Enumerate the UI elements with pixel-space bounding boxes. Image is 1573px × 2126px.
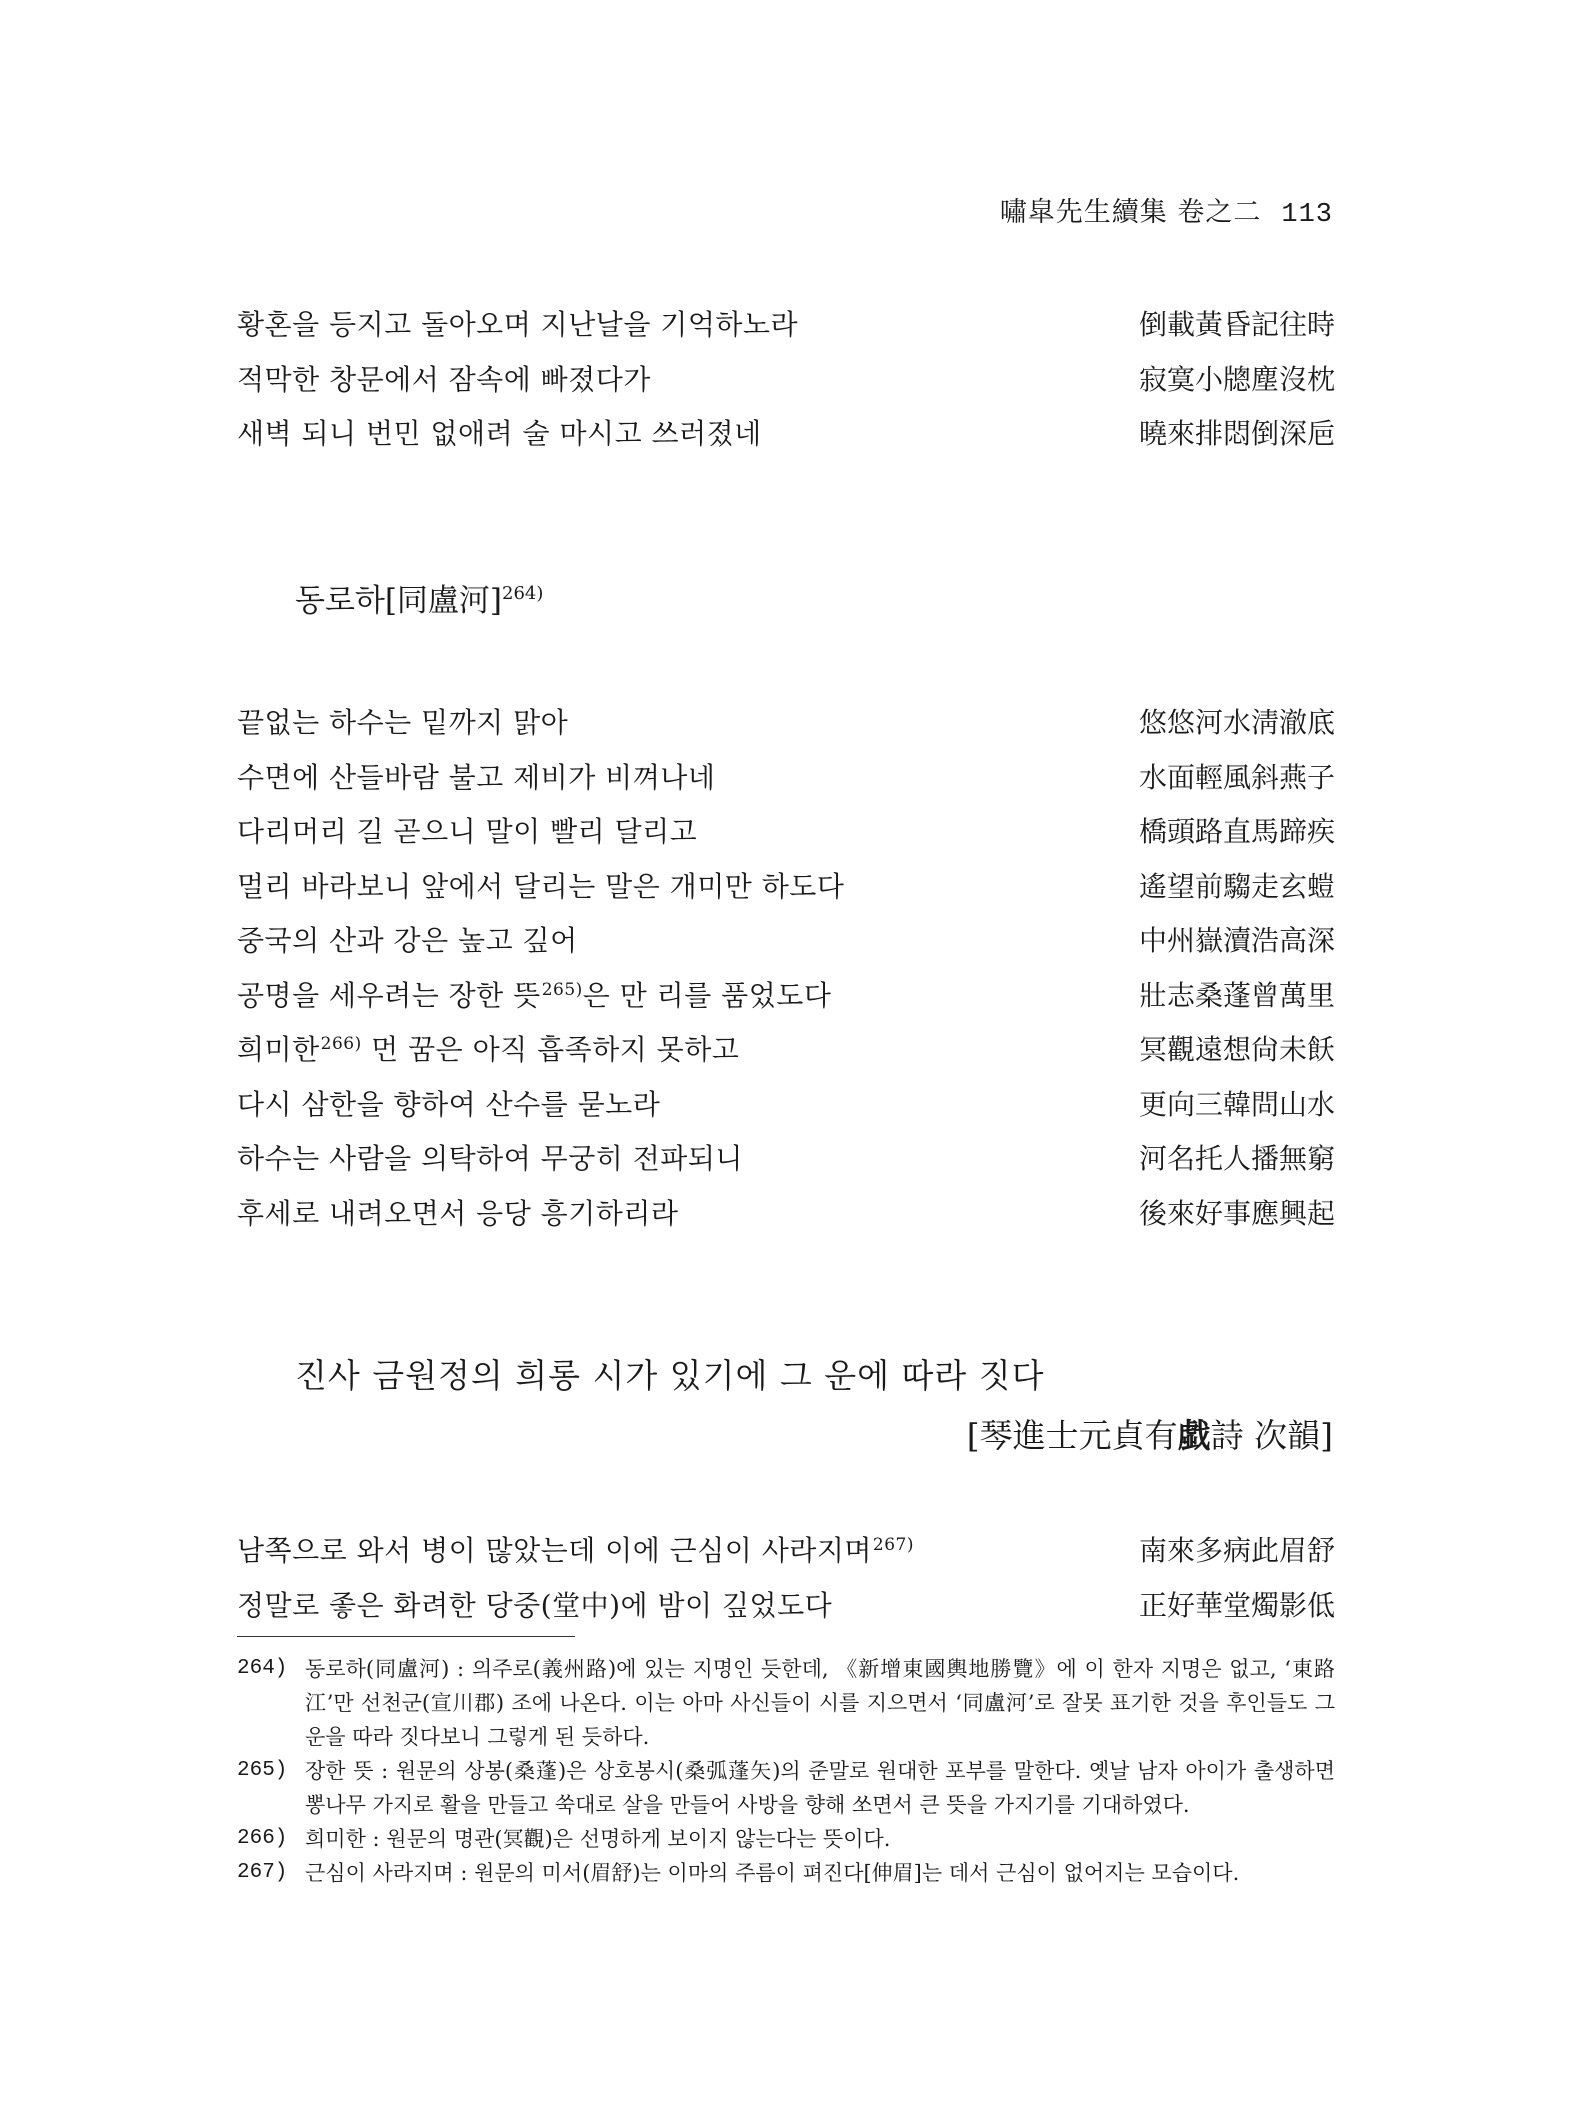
poem-body bbox=[237, 1518, 1335, 1627]
hanja-original: 遙望前騶走玄螘 bbox=[1138, 869, 1335, 903]
korean-translation: 후세로 내려오면서 응당 흥기하리라 bbox=[237, 1196, 679, 1230]
korean-translation: 하수는 사람을 의탁하여 무궁히 전파되니 bbox=[237, 1142, 743, 1175]
hanja-original: 寂寞小牕塵沒枕 bbox=[1138, 362, 1335, 396]
hanja-original: 中州嶽瀆浩高深 bbox=[1138, 924, 1335, 957]
korean-translation: 공명을 세우려는 장한 뜻 bbox=[237, 978, 541, 1012]
korean-translation: 희미한 bbox=[237, 1033, 320, 1066]
hanja-original: 橋頭路直馬蹄疾 bbox=[1138, 815, 1335, 848]
footnote bbox=[237, 1754, 1335, 1822]
footnote-ref: 265) bbox=[541, 979, 583, 1000]
footnote-text: 동로하(同盧河) : 의주로(義州路)에 있는 지명인 듯한데, 《新增東國輿地勝覽》에 이 한자 지명은 없고, ‘東路江’만 선천군(宣川郡) 조에 나온다. 이는 아마 사신들이 시를 지으면서 ‘同盧河’로 잘못 표기한 것을 후인들도 그 운을 따라 짓다보니 그렇게 된 듯하다. bbox=[305, 1657, 1335, 1749]
hanja-original: 倒載黃昏記往時 bbox=[1138, 308, 1335, 341]
footnote bbox=[237, 1652, 1335, 1754]
footnote-ref: 266) bbox=[320, 1034, 362, 1054]
korean-translation: 다리머리 길 곧으니 말이 빨리 달리고 bbox=[237, 815, 698, 848]
poem-line bbox=[237, 1072, 1335, 1127]
poem-line bbox=[237, 1126, 1335, 1181]
footnote-ref: 267) bbox=[872, 1535, 915, 1555]
poem-title: 진사 금원정의 희롱 시가 있기에 그 운에 따라 짓다 bbox=[295, 1356, 1045, 1395]
poem-line bbox=[237, 1181, 1335, 1236]
poem-line bbox=[237, 298, 1335, 353]
korean-translation: 끝없는 하수는 밑까지 맑아 bbox=[237, 706, 569, 739]
hanja-original: 冥觀遠想尙未飫 bbox=[1138, 1033, 1335, 1066]
page-number: 113 bbox=[1281, 200, 1333, 230]
poem-line bbox=[237, 1518, 1335, 1573]
korean-translation: 다시 삼한을 향하여 산수를 묻노라 bbox=[237, 1087, 661, 1121]
poem-title-text: 동로하[同盧河] bbox=[295, 583, 503, 619]
poem-line bbox=[237, 745, 1335, 800]
footnote-text: 근심이 사라지며 : 원문의 미서(眉舒)는 이마의 주름이 펴진다[伸眉]는 데서 근심이 없어지는 모습이다. bbox=[305, 1861, 1240, 1885]
footnote bbox=[237, 1822, 1335, 1856]
korean-translation: 멀리 바라보니 앞에서 달리는 말은 개미만 하도다 bbox=[237, 869, 845, 903]
korean-translation-cont: 먼 꿈은 아직 흡족하지 못하고 bbox=[361, 1033, 740, 1066]
poem-line bbox=[237, 407, 1335, 462]
hanja-original: 正好華堂燭影低 bbox=[1138, 1588, 1335, 1622]
title-hanja-part: [琴進士元貞有 bbox=[966, 1416, 1178, 1455]
running-header bbox=[1000, 190, 1333, 230]
poem-line bbox=[237, 690, 1335, 745]
poem-line bbox=[237, 1017, 1335, 1072]
korean-translation: 새벽 되니 번민 없애려 술 마시고 쓰러졌네 bbox=[237, 417, 762, 450]
korean-translation: 정말로 좋은 화려한 당중(堂中)에 밤이 깊었도다 bbox=[237, 1588, 833, 1622]
korean-translation: 중국의 산과 강은 높고 깊어 bbox=[237, 924, 578, 957]
hanja-original: 悠悠河水淸澈底 bbox=[1138, 706, 1335, 739]
footnote-number: 265) bbox=[237, 1759, 288, 1782]
korean-translation: 수면에 산들바람 불고 제비가 비껴나네 bbox=[237, 760, 716, 794]
footnote-number: 264) bbox=[237, 1657, 288, 1680]
hanja-original: 更向三韓問山水 bbox=[1138, 1087, 1335, 1121]
korean-translation: 남쪽으로 와서 병이 많았는데 이에 근심이 사라지며 bbox=[237, 1534, 872, 1567]
poem-line bbox=[237, 353, 1335, 408]
poem-title-hanja bbox=[967, 1410, 1333, 1457]
hanja-original: 後來好事應興起 bbox=[1138, 1196, 1335, 1230]
poem-line bbox=[237, 963, 1335, 1018]
footnote-number: 266) bbox=[237, 1827, 288, 1850]
hanja-original: 河名托人播無窮 bbox=[1138, 1142, 1335, 1175]
hanja-original: 南來多病此眉舒 bbox=[1138, 1534, 1335, 1567]
title-hanja-part: 詩 次韻] bbox=[1210, 1416, 1333, 1455]
poem-body bbox=[237, 690, 1335, 1235]
footnote-text: 장한 뜻 : 원문의 상봉(桑蓬)은 상호봉시(桑弧蓬矢)의 준말로 원대한 포부를 말한다. 옛날 남자 아이가 출생하면 뽕나무 가지로 활을 만들고 쑥대로 살을 만들어 사방을 향해 쏘면서 큰 뜻을 가지기를 기대하였다. bbox=[305, 1759, 1335, 1817]
hanja-original: 曉來排悶倒深巵 bbox=[1138, 417, 1335, 450]
footnote-number: 267) bbox=[237, 1861, 288, 1884]
poem-line bbox=[237, 1573, 1335, 1628]
footnote-ref: 264) bbox=[502, 583, 544, 604]
footnote bbox=[237, 1856, 1335, 1890]
footnote-divider bbox=[237, 1636, 575, 1637]
korean-translation: 황혼을 등지고 돌아오며 지난날을 기억하노라 bbox=[237, 308, 799, 341]
title-hanja-bold: 戱 bbox=[1177, 1416, 1211, 1455]
poem-line bbox=[237, 908, 1335, 963]
book-title: 嘯皐先生續集 卷之二 bbox=[999, 197, 1262, 228]
poem-continuation bbox=[237, 298, 1335, 462]
hanja-original: 水面輕風斜燕子 bbox=[1138, 760, 1335, 794]
korean-translation-cont: 은 만 리를 품었도다 bbox=[582, 978, 832, 1012]
footnotes bbox=[237, 1652, 1335, 1890]
poem-line bbox=[237, 854, 1335, 909]
poem-title bbox=[295, 575, 543, 620]
korean-translation: 적막한 창문에서 잠속에 빠졌다가 bbox=[237, 362, 651, 396]
hanja-original: 壯志桑蓬曾萬里 bbox=[1138, 978, 1335, 1012]
poem-line bbox=[237, 799, 1335, 854]
footnote-text: 희미한 : 원문의 명관(冥觀)은 선명하게 보이지 않는다는 뜻이다. bbox=[305, 1827, 891, 1851]
